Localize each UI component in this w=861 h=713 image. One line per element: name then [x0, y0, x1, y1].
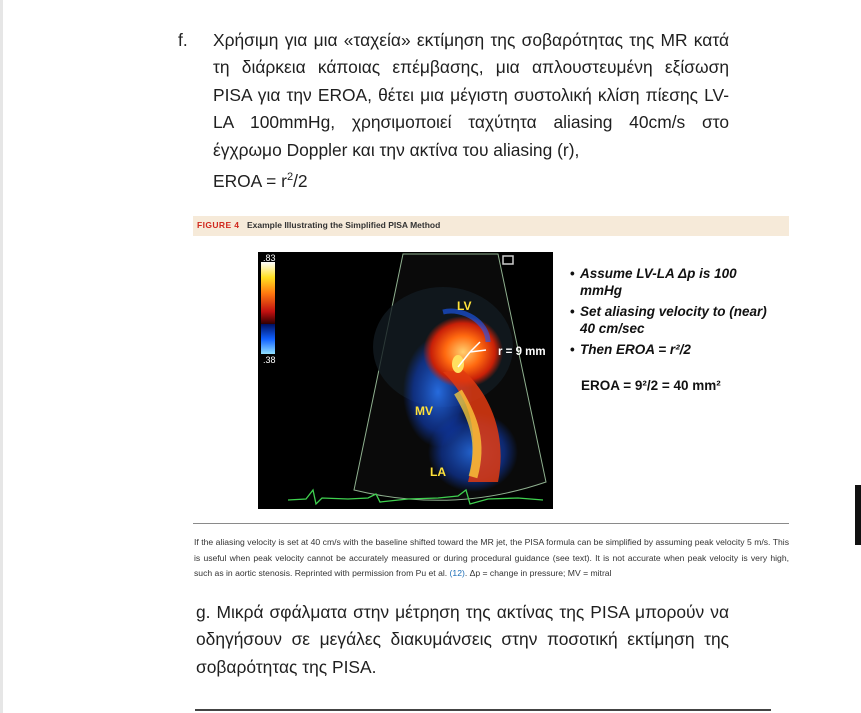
figure-title: Example Illustrating the Simplified PISA Method: [247, 220, 441, 230]
caption-text-end: . Δp = change in pressure; MV = mitral: [464, 568, 612, 578]
echo-drawing: [258, 252, 553, 509]
bottom-divider: [195, 709, 771, 711]
mv-label: MV: [415, 404, 433, 418]
orientation-marker: [503, 256, 513, 264]
figure-header: [193, 216, 789, 236]
caption-text: If the aliasing velocity is set at 40 cm/s with the baseline shifted toward the MR jet, the PISA formula can be simplified by assuming peak velocity 5 m/s. This is useful when peak velocity cannot be accurately measured or during procedural guidance (see text). It is not accurate when peak velocity is very high, such as in aortic stenosis. Reprinted with permission from Pu et al.: [194, 537, 789, 578]
figure-caption: [194, 535, 789, 582]
bullet-item: • Assume LV-LA Δp is 100 mmHg: [570, 266, 770, 299]
radius-label: r = 9 mm: [498, 346, 546, 358]
scale-bottom-label: .38: [263, 355, 276, 365]
bullet-item: • Set aliasing velocity to (near) 40 cm/sec: [570, 304, 770, 337]
list-marker-f: f.: [178, 30, 188, 50]
eroa-result: EROA = 9²/2 = 40 mm²: [581, 378, 721, 393]
reference-link[interactable]: (12): [449, 568, 465, 578]
lv-label: LV: [457, 299, 472, 313]
la-label: LA: [430, 465, 446, 479]
caption-divider: [193, 523, 789, 524]
scale-top-label: .83: [263, 253, 276, 263]
scrollbar-fragment[interactable]: [855, 485, 861, 545]
paragraph-f-text: Χρήσιμη για μια «ταχεία» εκτίμηση της σοβαρότητας της MR κατά τη διάρκεια κάποιας επέμβασης, μια απλουστευμένη εξίσωση PISA για την EROA, θέτει μια μέγιστη συστολική κλίση πίεσης LV-LA 100mmHg, χρησιμοποιεί ταχύτητα aliasing 40cm/s στο έγχρωμο Doppler και την ακτίνα του aliasing (r),: [213, 30, 729, 160]
figure-bullet-list: [570, 266, 770, 364]
figure-label: FIGURE 4: [197, 220, 240, 230]
bullet-item: • Then EROA = r²/2: [570, 342, 770, 359]
paragraph-g: g. Μικρά σφάλματα στην μέτρηση της ακτίνας της PISA μπορούν να οδηγήσουν σε μεγάλες διακυμάνσεις στην ποσοτική εκτίμηση της σοβαρότητας της PISA.: [196, 602, 729, 677]
eroa-formula: EROA = $r^2/2$: [213, 170, 308, 191]
paragraph-f: [213, 27, 729, 195]
color-scale-positive: [261, 262, 275, 324]
color-scale-negative: [261, 324, 275, 354]
echocardiogram-image: [258, 252, 553, 509]
page-edge: [0, 0, 3, 713]
